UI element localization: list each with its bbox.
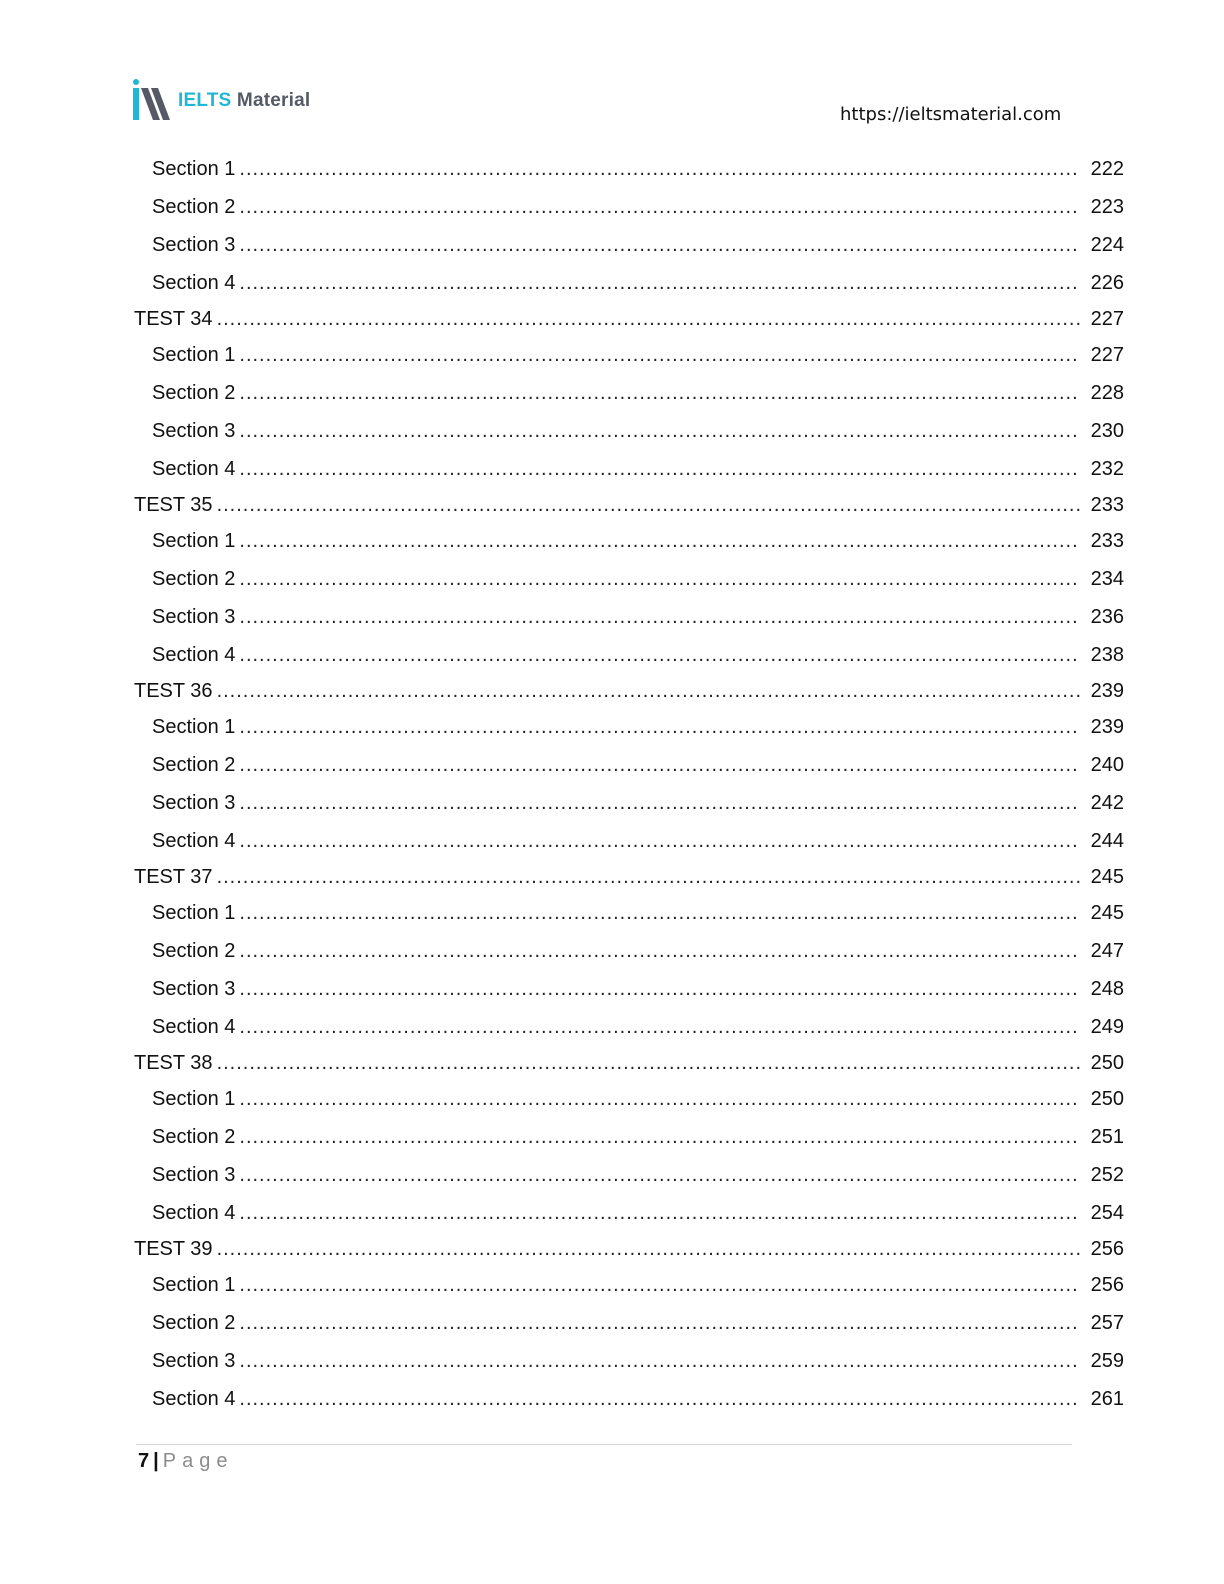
- toc-entry-section[interactable]: [0, 150, 1224, 188]
- toc-dot-leader: [217, 302, 1080, 336]
- toc-entry-test[interactable]: [0, 674, 1224, 708]
- toc-dot-leader: [239, 970, 1080, 1008]
- toc-entry-section[interactable]: [0, 1380, 1224, 1418]
- toc-entry-page-number: 250: [1090, 1088, 1124, 1110]
- toc-entry-label: Section 3: [152, 234, 236, 256]
- toc-dot-leader: [239, 560, 1080, 598]
- site-url[interactable]: https://ieltsmaterial.com: [840, 104, 1062, 125]
- toc-entry-section[interactable]: [0, 1080, 1224, 1118]
- toc-entry-section[interactable]: [0, 450, 1224, 488]
- toc-entry-section[interactable]: [0, 226, 1224, 264]
- toc-entry-page-number: 236: [1090, 606, 1124, 628]
- toc-entry-section[interactable]: [0, 1304, 1224, 1342]
- toc-entry-section[interactable]: [0, 336, 1224, 374]
- toc-entry-label: Section 3: [152, 1350, 236, 1372]
- toc-dot-leader: [239, 1342, 1080, 1380]
- toc-entry-test[interactable]: [0, 302, 1224, 336]
- toc-entry-section[interactable]: [0, 264, 1224, 302]
- toc-entry-section[interactable]: [0, 746, 1224, 784]
- toc-dot-leader: [239, 1194, 1080, 1232]
- toc-dot-leader: [239, 932, 1080, 970]
- toc-entry-page-number: 224: [1090, 234, 1124, 256]
- toc-entry-label: Section 4: [152, 830, 236, 852]
- toc-entry-section[interactable]: [0, 560, 1224, 598]
- page-number: 7: [138, 1450, 150, 1472]
- toc-dot-leader: [239, 894, 1080, 932]
- toc-entry-test[interactable]: [0, 860, 1224, 894]
- toc-entry-page-number: 245: [1090, 902, 1124, 924]
- toc-entry-page-number: 227: [1090, 308, 1124, 330]
- toc-entry-label: TEST 38: [134, 1052, 213, 1074]
- toc-dot-leader: [239, 1008, 1080, 1046]
- page-word: Page: [162, 1450, 234, 1472]
- toc-dot-leader: [217, 674, 1080, 708]
- toc-dot-leader: [239, 598, 1080, 636]
- toc-entry-page-number: 226: [1090, 272, 1124, 294]
- toc-dot-leader: [239, 336, 1080, 374]
- toc-entry-page-number: 249: [1090, 1016, 1124, 1038]
- toc-entry-label: Section 1: [152, 902, 236, 924]
- toc-entry-page-number: 248: [1090, 978, 1124, 1000]
- toc-entry-page-number: 232: [1090, 458, 1124, 480]
- ielts-logo-icon: [130, 78, 172, 122]
- toc-entry-label: TEST 39: [134, 1238, 213, 1260]
- toc-entry-page-number: 250: [1090, 1052, 1124, 1074]
- toc-entry-page-number: 254: [1090, 1202, 1124, 1224]
- toc-entry-page-number: 223: [1090, 196, 1124, 218]
- toc-entry-section[interactable]: [0, 932, 1224, 970]
- toc-entry-label: Section 3: [152, 1164, 236, 1186]
- toc-entry-section[interactable]: [0, 822, 1224, 860]
- toc-entry-page-number: 244: [1090, 830, 1124, 852]
- toc-dot-leader: [239, 1156, 1080, 1194]
- toc-entry-section[interactable]: [0, 522, 1224, 560]
- toc-dot-leader: [239, 1380, 1080, 1418]
- toc-dot-leader: [239, 1080, 1080, 1118]
- toc-entry-label: Section 4: [152, 1016, 236, 1038]
- toc-entry-section[interactable]: [0, 708, 1224, 746]
- toc-entry-section[interactable]: [0, 1342, 1224, 1380]
- toc-dot-leader: [239, 822, 1080, 860]
- toc-entry-label: TEST 37: [134, 866, 213, 888]
- toc-dot-leader: [239, 522, 1080, 560]
- toc-entry-label: Section 2: [152, 382, 236, 404]
- toc-dot-leader: [239, 226, 1080, 264]
- toc-entry-label: Section 2: [152, 1126, 236, 1148]
- toc-entry-label: Section 3: [152, 606, 236, 628]
- toc-entry-label: Section 3: [152, 420, 236, 442]
- toc-entry-page-number: 240: [1090, 754, 1124, 776]
- toc-entry-page-number: 228: [1090, 382, 1124, 404]
- page-header: [0, 0, 1224, 150]
- toc-entry-page-number: 227: [1090, 344, 1124, 366]
- toc-dot-leader: [239, 1304, 1080, 1342]
- toc-entry-section[interactable]: [0, 970, 1224, 1008]
- toc-entry-page-number: 233: [1090, 530, 1124, 552]
- toc-entry-page-number: 234: [1090, 568, 1124, 590]
- toc-entry-section[interactable]: [0, 1156, 1224, 1194]
- toc-entry-label: Section 4: [152, 1388, 236, 1410]
- toc-dot-leader: [217, 1046, 1080, 1080]
- toc-entry-test[interactable]: [0, 488, 1224, 522]
- toc-entry-label: Section 1: [152, 1274, 236, 1296]
- toc-entry-section[interactable]: [0, 598, 1224, 636]
- toc-entry-page-number: 245: [1090, 866, 1124, 888]
- toc-dot-leader: [217, 860, 1080, 894]
- toc-entry-page-number: 252: [1090, 1164, 1124, 1186]
- toc-entry-label: Section 4: [152, 644, 236, 666]
- toc-entry-label: TEST 34: [134, 308, 213, 330]
- toc-entry-section[interactable]: [0, 412, 1224, 450]
- toc-entry-page-number: 257: [1090, 1312, 1124, 1334]
- toc-entry-label: TEST 35: [134, 494, 213, 516]
- page-footer: [138, 1448, 233, 1474]
- toc-dot-leader: [239, 150, 1080, 188]
- toc-dot-leader: [239, 264, 1080, 302]
- toc-dot-leader: [239, 746, 1080, 784]
- toc-entry-section[interactable]: [0, 1266, 1224, 1304]
- toc-entry-label: Section 2: [152, 196, 236, 218]
- toc-entry-page-number: 242: [1090, 792, 1124, 814]
- toc-dot-leader: [239, 708, 1080, 746]
- toc-entry-page-number: 259: [1090, 1350, 1124, 1372]
- toc-dot-leader: [217, 1232, 1080, 1266]
- toc-entry-test[interactable]: [0, 1046, 1224, 1080]
- toc-entry-section[interactable]: [0, 374, 1224, 412]
- toc-entry-section[interactable]: [0, 636, 1224, 674]
- toc-entry-label: Section 4: [152, 458, 236, 480]
- toc-entry-page-number: 222: [1090, 158, 1124, 180]
- toc-dot-leader: [239, 784, 1080, 822]
- toc-entry-label: TEST 36: [134, 680, 213, 702]
- toc-entry-label: Section 1: [152, 1088, 236, 1110]
- toc-dot-leader: [217, 488, 1080, 522]
- footer-divider: [136, 1444, 1072, 1445]
- toc-entry-label: Section 3: [152, 792, 236, 814]
- logo-text: [178, 91, 310, 110]
- toc-dot-leader: [239, 450, 1080, 488]
- table-of-contents: [0, 150, 1224, 1418]
- toc-entry-label: Section 1: [152, 716, 236, 738]
- toc-dot-leader: [239, 374, 1080, 412]
- toc-entry-label: Section 4: [152, 1202, 236, 1224]
- toc-entry-label: Section 1: [152, 530, 236, 552]
- toc-dot-leader: [239, 636, 1080, 674]
- toc-entry-label: Section 4: [152, 272, 236, 294]
- toc-entry-page-number: 256: [1090, 1238, 1124, 1260]
- toc-entry-page-number: 233: [1090, 494, 1124, 516]
- toc-entry-page-number: 239: [1090, 680, 1124, 702]
- toc-entry-label: Section 3: [152, 978, 236, 1000]
- toc-entry-page-number: 230: [1090, 420, 1124, 442]
- toc-entry-section[interactable]: [0, 1194, 1224, 1232]
- page-separator: |: [153, 1450, 159, 1472]
- logo-text-material: Material: [236, 89, 311, 111]
- toc-entry-section[interactable]: [0, 1118, 1224, 1156]
- toc-entry-test[interactable]: [0, 1232, 1224, 1266]
- toc-entry-label: Section 2: [152, 1312, 236, 1334]
- toc-dot-leader: [239, 1118, 1080, 1156]
- toc-entry-page-number: 247: [1090, 940, 1124, 962]
- toc-entry-section[interactable]: [0, 784, 1224, 822]
- toc-entry-page-number: 238: [1090, 644, 1124, 666]
- toc-entry-section[interactable]: [0, 1008, 1224, 1046]
- toc-entry-label: Section 1: [152, 158, 236, 180]
- toc-entry-label: Section 2: [152, 568, 236, 590]
- toc-entry-page-number: 256: [1090, 1274, 1124, 1296]
- toc-entry-label: Section 1: [152, 344, 236, 366]
- toc-entry-section[interactable]: [0, 894, 1224, 932]
- toc-dot-leader: [239, 188, 1080, 226]
- logo-text-ielts: IELTS: [178, 89, 232, 111]
- toc-entry-page-number: 239: [1090, 716, 1124, 738]
- toc-entry-page-number: 251: [1090, 1126, 1124, 1148]
- ielts-material-logo[interactable]: [130, 78, 310, 122]
- toc-entry-section[interactable]: [0, 188, 1224, 226]
- toc-entry-label: Section 2: [152, 754, 236, 776]
- toc-entry-label: Section 2: [152, 940, 236, 962]
- toc-dot-leader: [239, 1266, 1080, 1304]
- toc-dot-leader: [239, 412, 1080, 450]
- toc-entry-page-number: 261: [1090, 1388, 1124, 1410]
